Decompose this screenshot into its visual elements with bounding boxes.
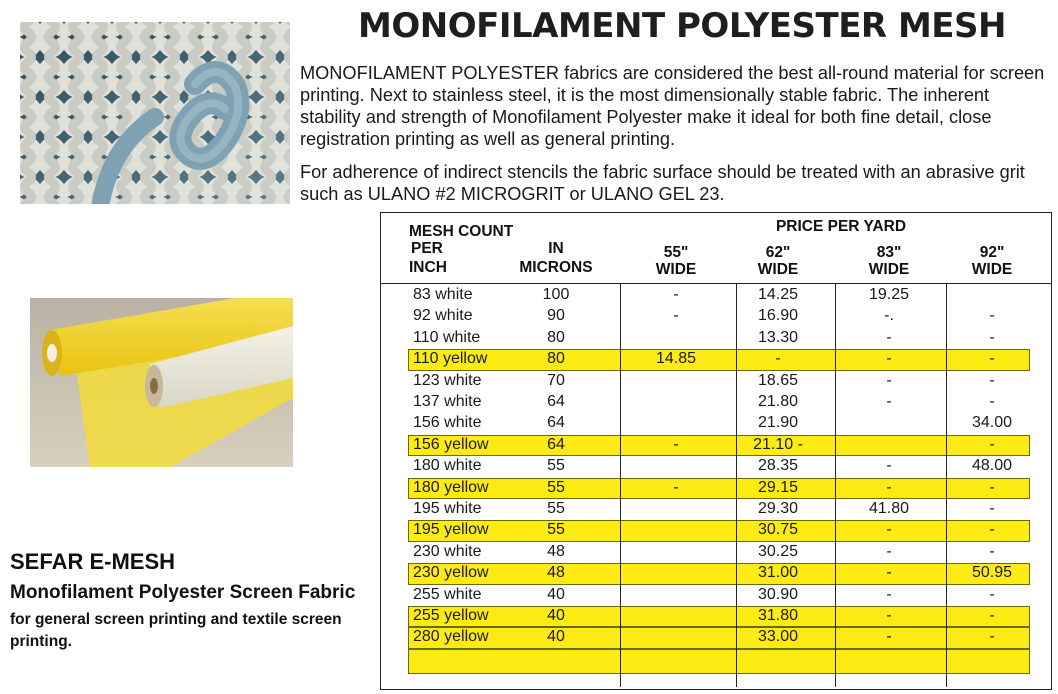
price-cell-w83: - <box>886 478 892 496</box>
price-cell-w62: 31.00 <box>757 564 799 582</box>
header-62: 62" <box>765 244 791 261</box>
header-mesh-count: MESH COUNT <box>409 223 514 240</box>
price-cell-w83: - <box>886 371 892 389</box>
mesh-count-cell: 230 white <box>413 542 482 560</box>
mesh-count-cell: 92 white <box>413 307 473 325</box>
price-cell-w92: - <box>989 521 995 539</box>
price-cell-w62: 13.30 <box>757 328 799 346</box>
price-cell-w92: 48.00 <box>971 457 1013 475</box>
mesh-count-cell: 180 white <box>413 457 482 475</box>
price-cell-w55: - <box>673 286 679 303</box>
microns-cell: 55 <box>547 521 565 539</box>
price-cell-w62: 18.65 <box>757 371 799 389</box>
mesh-count-cell: 230 yellow <box>413 564 489 582</box>
mesh-count-cell: 180 yellow <box>413 478 489 496</box>
microns-cell: 80 <box>547 350 565 368</box>
price-cell-w83: - <box>886 328 892 346</box>
price-cell-w92: - <box>989 478 995 496</box>
microns-cell: 48 <box>547 564 565 582</box>
mesh-count-cell: 195 white <box>413 500 482 517</box>
column-divider <box>946 283 947 687</box>
microns-cell: 64 <box>547 414 565 432</box>
price-cell-w83: - <box>886 393 892 410</box>
column-divider <box>736 283 737 687</box>
header-per: PER <box>411 240 443 257</box>
microns-cell: 70 <box>547 371 565 389</box>
price-cell-w62: 28.35 <box>757 457 799 475</box>
product-subtitle: Monofilament Polyester Screen Fabric <box>10 582 356 603</box>
row-highlight-empty <box>408 649 1030 674</box>
microns-cell: 80 <box>547 328 565 346</box>
price-cell-w62: 29.15 <box>757 478 799 496</box>
price-cell-w83: - <box>886 457 892 475</box>
microns-cell: 64 <box>547 435 565 453</box>
microns-cell: 55 <box>547 457 565 475</box>
microns-cell: 90 <box>547 307 565 325</box>
mesh-count-cell: 83 white <box>413 286 473 303</box>
price-cell-w83: - <box>886 350 892 368</box>
price-cell-w62: 30.25 <box>757 542 799 560</box>
price-cell-w83: - <box>886 542 892 560</box>
microns-cell: 64 <box>547 393 565 410</box>
mesh-count-cell: 123 white <box>413 371 482 389</box>
product-description: for general screen printing and textile screen printing. <box>10 611 342 650</box>
price-cell-w62: 14.25 <box>757 286 799 303</box>
price-cell-w62: - <box>775 350 781 368</box>
mesh-count-cell: 110 white <box>413 328 481 346</box>
microns-cell: 40 <box>547 585 565 603</box>
price-cell-w83: 41.80 <box>868 500 910 517</box>
price-cell-w92: - <box>989 328 995 346</box>
microns-cell: 40 <box>547 628 565 646</box>
microns-cell: 40 <box>547 607 565 624</box>
price-cell-w92: - <box>989 607 995 624</box>
price-cell-w55: - <box>673 307 679 325</box>
price-cell-w92: - <box>989 628 995 646</box>
price-cell-w92: - <box>989 435 995 453</box>
header-price-per-yard: PRICE PER YARD <box>775 218 907 235</box>
price-cell-w83: 19.25 <box>868 286 910 303</box>
header-83-wide: WIDE <box>868 261 910 278</box>
price-cell-w92: - <box>989 585 995 603</box>
price-cell-w92: - <box>989 542 995 560</box>
microns-cell: 55 <box>547 500 565 517</box>
price-cell-w62: 30.75 <box>757 521 799 539</box>
mesh-count-cell: 156 white <box>413 414 482 432</box>
mesh-count-cell: 137 white <box>413 393 482 410</box>
price-cell-w83: - <box>886 521 892 539</box>
price-cell-w83: - <box>886 564 892 582</box>
header-55-wide: WIDE <box>655 261 697 278</box>
price-cell-w92: - <box>989 307 995 325</box>
header-55: 55" <box>663 244 689 261</box>
price-cell-w92: - <box>989 393 995 410</box>
microns-cell: 55 <box>547 478 565 496</box>
header-92-wide: WIDE <box>971 261 1013 278</box>
column-divider <box>835 283 836 687</box>
mesh-count-cell: 255 white <box>413 585 482 603</box>
price-cell-w92: - <box>989 500 995 517</box>
price-cell-w62: 31.80 <box>757 607 799 624</box>
price-cell-w62: 21.80 <box>757 393 799 410</box>
product-name: SEFAR E-MESH <box>10 549 176 574</box>
price-cell-w92: - <box>989 371 995 389</box>
microns-cell: 100 <box>542 286 570 303</box>
fabric-roll-photo <box>30 298 293 467</box>
price-cell-w83: - <box>886 628 892 646</box>
price-cell-w62: 33.00 <box>757 628 799 646</box>
price-cell-w62: 16.90 <box>757 307 799 325</box>
microns-cell: 48 <box>547 542 565 560</box>
mesh-count-cell: 156 yellow <box>413 435 489 453</box>
header-inch: INCH <box>409 259 447 276</box>
price-cell-w62: 30.90 <box>757 585 799 603</box>
header-microns: MICRONS <box>519 259 593 276</box>
header-62-wide: WIDE <box>757 261 799 278</box>
price-cell-w55: 14.85 <box>655 350 697 368</box>
price-cell-w83: - <box>886 585 892 603</box>
page-title: MONOFILAMENT POLYESTER MESH <box>358 6 1006 46</box>
price-cell-w55: - <box>673 435 679 453</box>
price-cell-w62: 29.30 <box>757 500 799 517</box>
intro-paragraph-2: For adherence of indirect stencils the fabric surface should be treated with an abrasive grit such as ULANO #2 MICROGRIT or ULANO GEL 23. <box>300 162 1025 204</box>
price-cell-w62: 21.10 - <box>753 435 803 453</box>
header-in: IN <box>548 240 564 257</box>
price-table <box>380 212 1052 690</box>
mesh-count-cell: 195 yellow <box>413 521 489 539</box>
price-cell-w92: - <box>989 350 995 368</box>
column-divider <box>620 283 621 687</box>
price-cell-w83: - <box>886 607 892 624</box>
mesh-count-cell: 280 yellow <box>413 628 489 646</box>
mesh-weave-photo <box>20 22 290 204</box>
header-92: 92" <box>979 244 1005 261</box>
price-cell-w62: 21.90 <box>757 414 799 432</box>
price-cell-w92: 50.95 <box>971 564 1013 582</box>
mesh-count-cell: 110 yellow <box>413 350 488 368</box>
header-83: 83" <box>876 244 902 261</box>
mesh-count-cell: 255 yellow <box>413 607 489 624</box>
intro-paragraph-1: MONOFILAMENT POLYESTER fabrics are considered the best all-round material for screen printing. Next to stainless steel, it is the most dimensionally stable fabric. The inherent stability and strength of Monofilament Polyester make it ideal for both fine detail, close registration printing as well as general printing. <box>300 63 1045 149</box>
price-cell-w55: - <box>673 478 679 496</box>
price-cell-w92: 34.00 <box>971 414 1013 432</box>
price-cell-w83: -. <box>884 307 894 325</box>
